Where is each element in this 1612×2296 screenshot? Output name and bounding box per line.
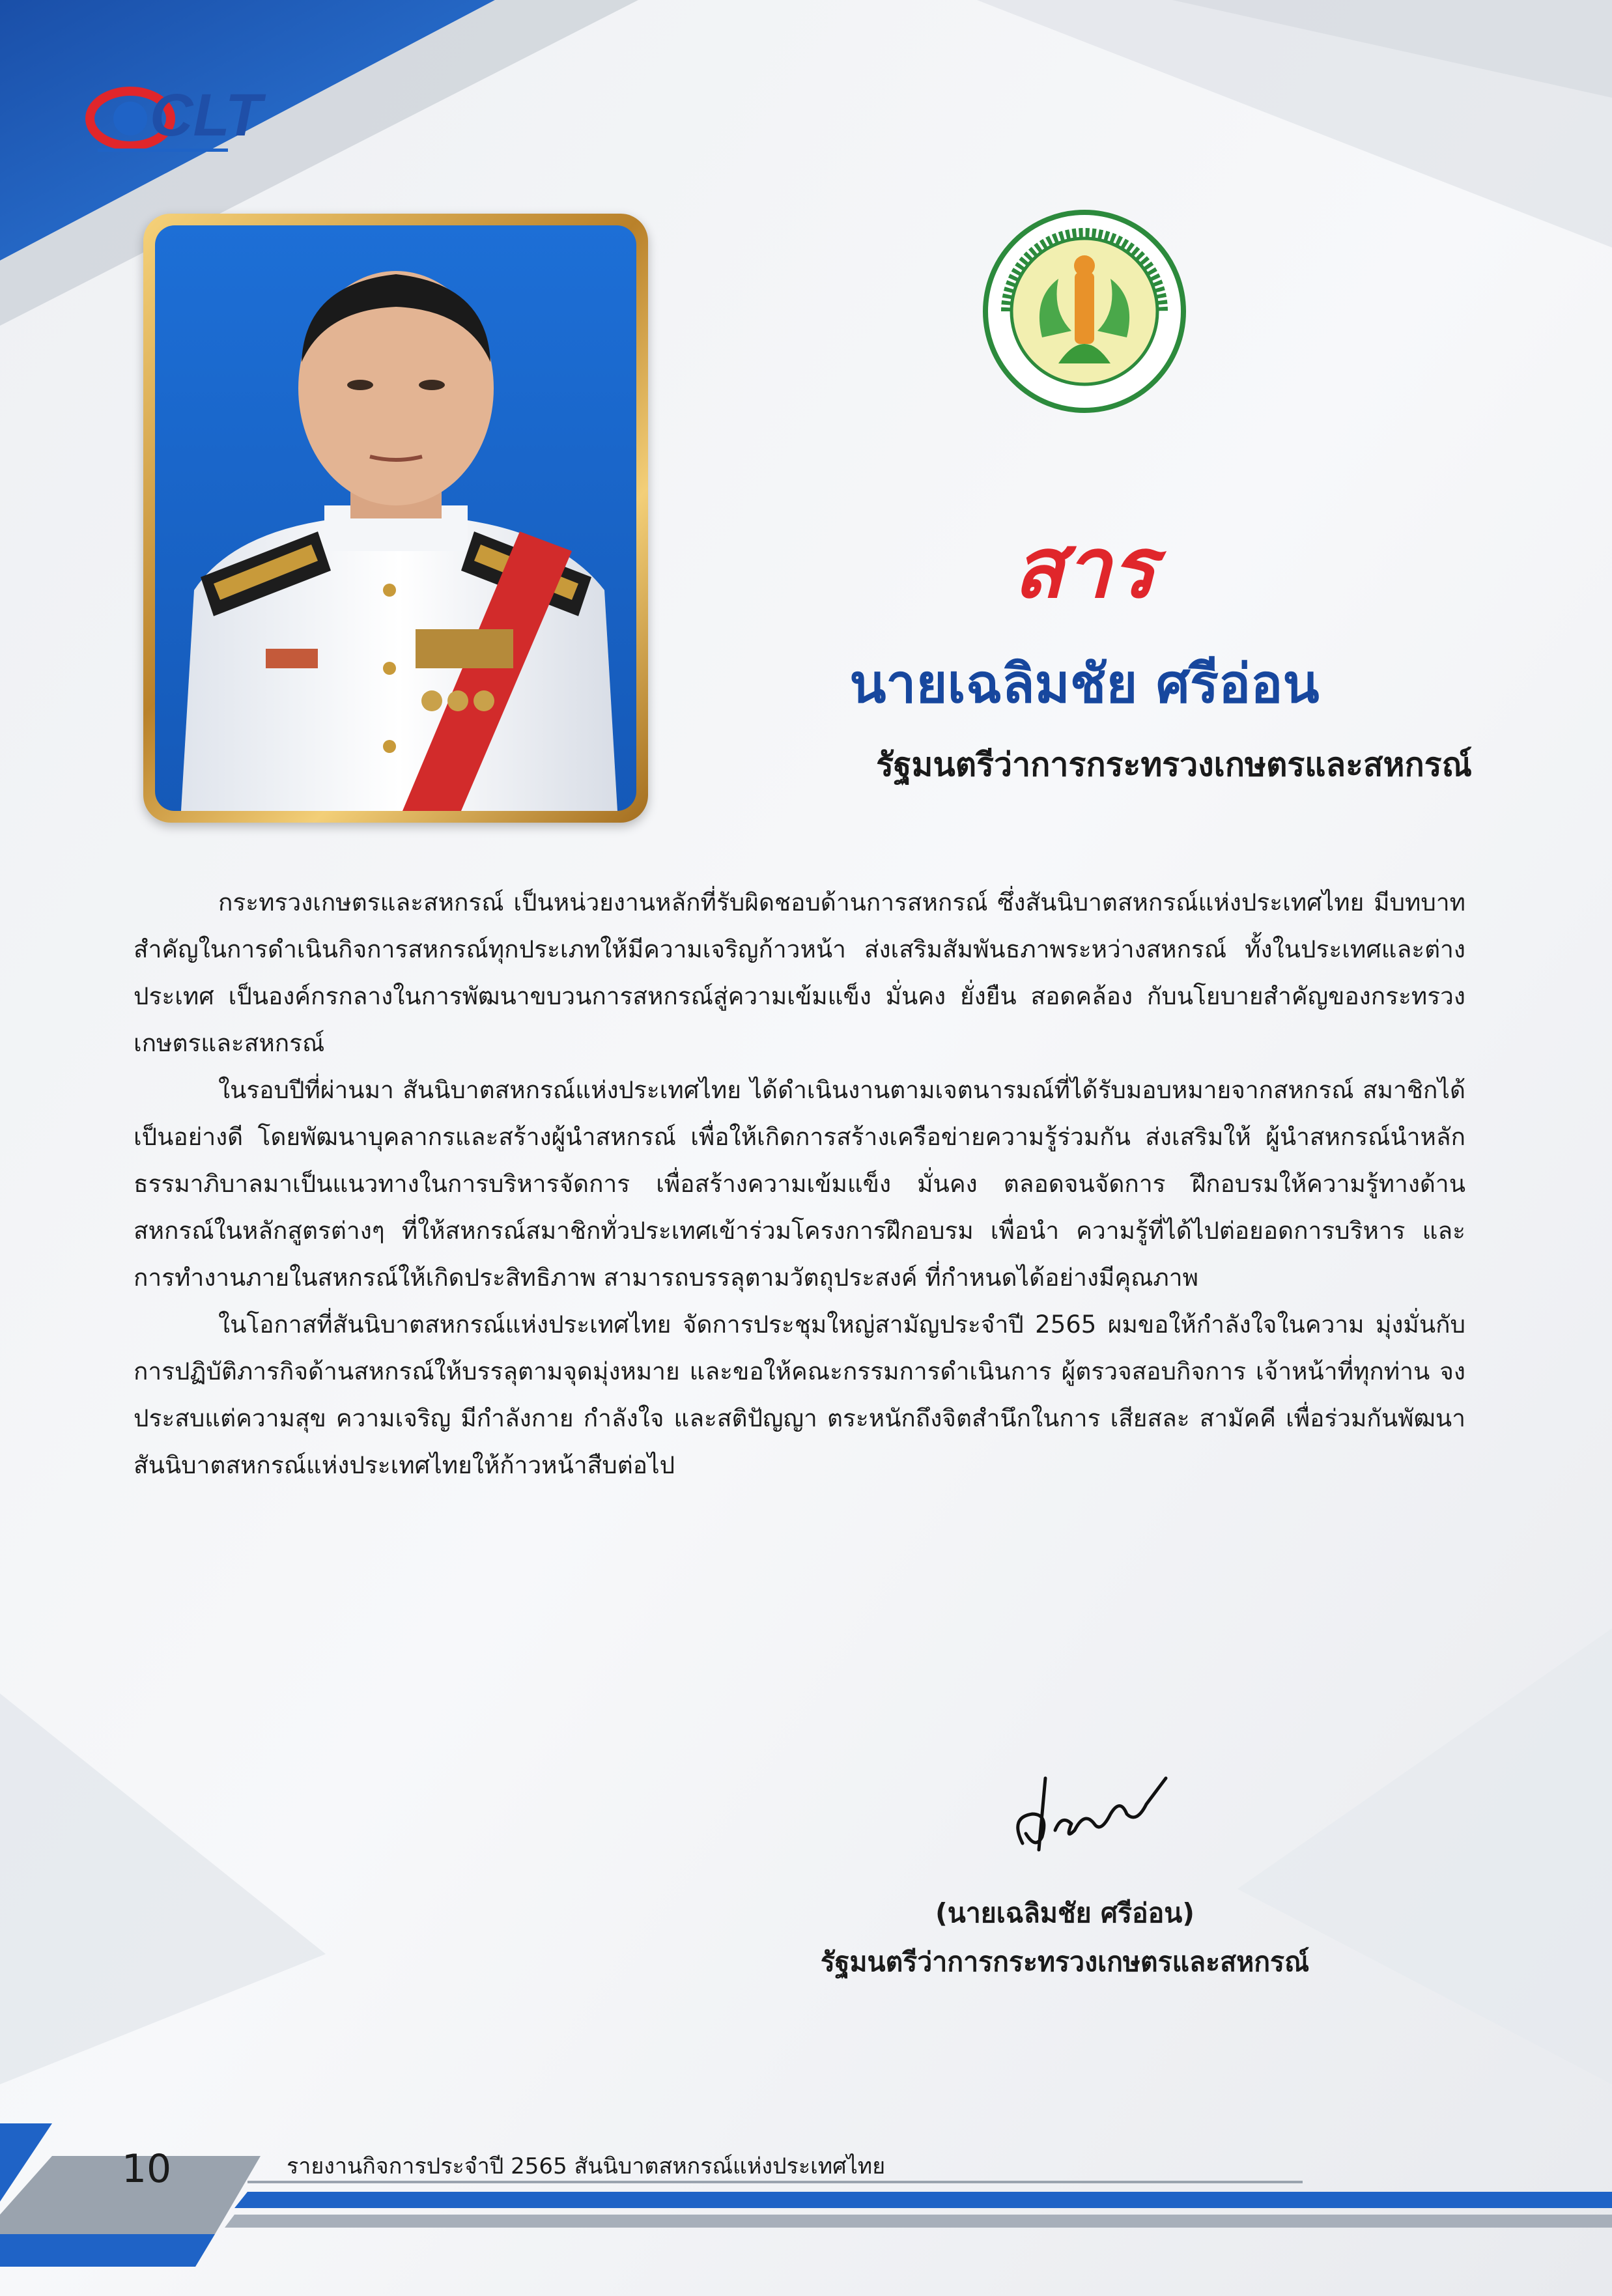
body-paragraph: กระทรวงเกษตรและสหกรณ์ เป็นหน่วยงานหลักที่รับผิดชอบด้านการสหกรณ์ ซึ่งสันนิบาตสหกรณ์แห่งประเทศไทย มีบทบาทสำคัญในการดำเนินกิจการสหกรณ์ทุกประเภทให้มีความเจริญก้าวหน้า ส่งเสริมสัมพันธภาพระหว่างสหกรณ์ ทั้งในประเทศและต่างประเทศ เป็นองค์กรกลางในการพัฒนาขบวนการสหกรณ์สู่ความเข้มแข็ง มั่นคง ยั่งยืน สอดคล้อง กับนโยบายสำคัญของกระทรวงเกษตรและสหกรณ์	[134, 888, 1465, 1057]
logo-text: CLT	[150, 82, 262, 149]
message-body	[134, 879, 1465, 1489]
signature-position: รัฐมนตรีว่าการกระทรวงเกษตรและสหกรณ์	[820, 1946, 1310, 1977]
footer-text: รายงานกิจการประจำปี 2565 สันนิบาตสหกรณ์แห่งประเทศไทย	[287, 2153, 886, 2179]
handwritten-signature-icon	[997, 1752, 1172, 1863]
footer-band	[0, 2104, 1612, 2296]
body-paragraph: ในรอบปีที่ผ่านมา สันนิบาตสหกรณ์แห่งประเทศไทย ได้ดำเนินงานตามเจตนารมณ์ที่ได้รับมอบหมายจากสหกรณ์ สมาชิกได้เป็นอย่างดี โดยพัฒนาบุคลากรและสร้างผู้นำสหกรณ์ เพื่อให้เกิดการสร้างเครือข่ายความรู้ร่วมกัน ส่งเสริมให้ ผู้นำสหกรณ์นำหลักธรรมาภิบาลมาเป็นแนวทางในการบริหารจัดการ เพื่อสร้างความเข้มแข็ง มั่นคง ตลอดจนจัดการ ฝึกอบรมให้ความรู้ทางด้านสหกรณ์ในหลักสูตรต่างๆ ที่ให้สหกรณ์สมาชิกทั่วประเทศเข้าร่วมโครงการฝึกอบรม เพื่อนำ ความรู้ที่ได้ไปต่อยอดการบริหาร และการทำงานภายในสหกรณ์ให้เกิดประสิทธิภาพ สามารถบรรลุตามวัตถุประสงค์ ที่กำหนดได้อย่างมีคุณภาพ	[134, 1076, 1465, 1292]
portrait-frame	[143, 214, 648, 823]
ministry-seal-icon	[980, 207, 1189, 416]
portrait-photo	[155, 225, 636, 811]
message-title: สาร	[1013, 520, 1156, 617]
body-paragraph: ในโอกาสที่สันนิบาตสหกรณ์แห่งประเทศไทย จัดการประชุมใหญ่สามัญประจำปี 2565 ผมขอให้กำลังใจในความ มุ่งมั่นกับการปฏิบัติภารกิจด้านสหกรณ์ให้บรรลุตามจุดมุ่งหมาย และขอให้คณะกรรมการดำเนินการ ผู้ตรวจสอบกิจการ เจ้าหน้าที่ทุกท่าน จงประสบแต่ความสุข ความเจริญ มีกำลังกาย กำลังใจ และสติปัญญา ตระหนักถึงจิตสำนึกในการ เสียสละ สามัคคี เพื่อร่วมกันพัฒนาสันนิบาตสหกรณ์แห่งประเทศไทยให้ก้าวหน้าสืบต่อไป	[134, 1311, 1465, 1479]
author-position: รัฐมนตรีว่าการกระทรวงเกษตรและสหกรณ์	[876, 746, 1472, 784]
signature-name: (นายเฉลิมชัย ศรีอ่อน)	[935, 1897, 1195, 1929]
author-name: นายเฉลิมชัย ศรีอ่อน	[849, 653, 1320, 715]
page-number: 10	[121, 2146, 172, 2192]
portrait-image	[155, 225, 636, 811]
clt-logo	[85, 78, 300, 163]
